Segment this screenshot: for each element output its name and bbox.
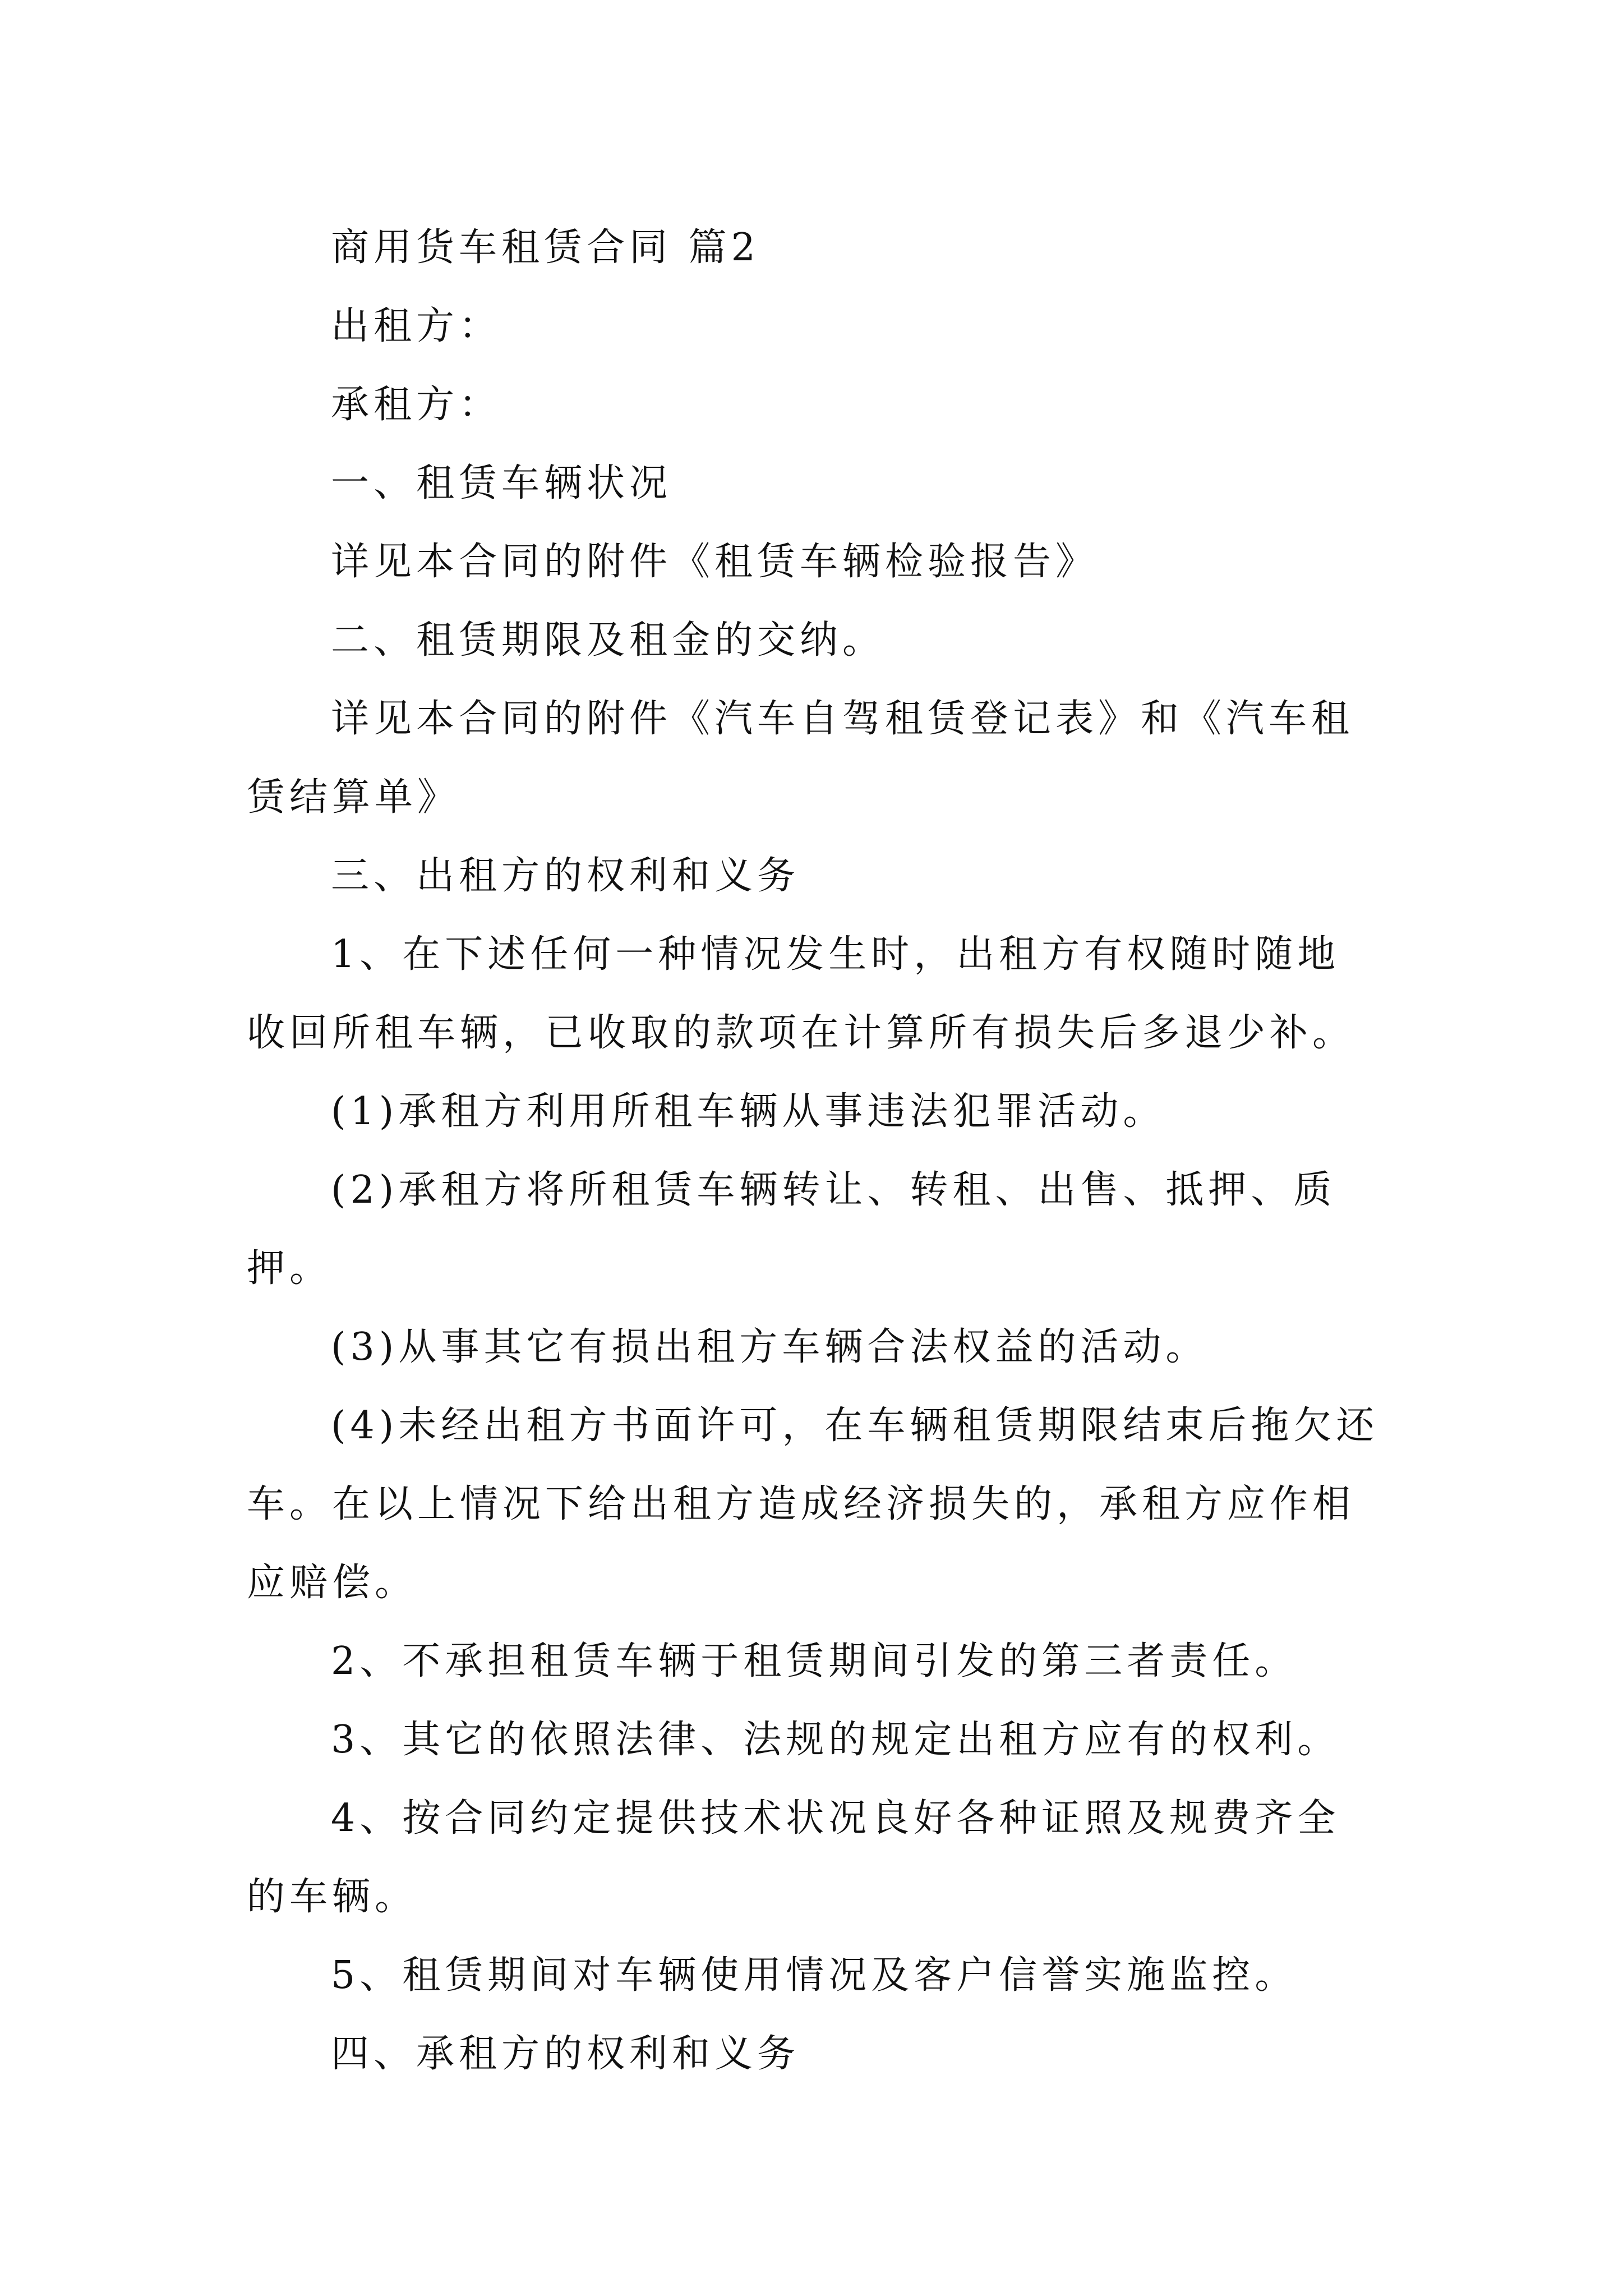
clause-item: 3、其它的依照法律、法规的规定出租方应有的权利。 [331,1718,1340,1762]
clause-item: 1、在下述任何一种情况发生时，出租方有权随时随地收回所租车辆，已收取的款项在计算所有损失后多退少补。 [247,932,1355,1055]
document-body [247,209,1380,2093]
paragraph: 详见本合同的附件《汽车自驾租赁登记表》和《汽车租赁结算单》 [247,697,1354,820]
clause-item: 2、不承担租赁车辆于租赁期间引发的第三者责任。 [331,1639,1298,1683]
lessor-line: 出租方： [331,304,502,348]
sub-clause-item: (2)承租方将所租赁车辆转让、转租、出售、抵押、质押。 [247,1168,1336,1291]
sub-clause-item: (4)未经出租方书面许可，在车辆租赁期限结束后拖欠还车。在以上情况下给出租方造成经济损失的，承租方应作相应赔偿。 [247,1404,1379,1605]
section-heading-4: 四、承租方的权利和义务 [331,2032,800,2076]
section-heading-2: 二、租赁期限及租金的交纳。 [331,618,886,662]
sub-clause-item: (1)承租方利用所租车辆从事违法犯罪活动。 [331,1089,1166,1134]
section-heading-1: 一、租赁车辆状况 [331,461,672,505]
paragraph: 详见本合同的附件《租赁车辆检验报告》 [331,540,1099,584]
lessee-line: 承租方： [331,383,502,427]
clause-item: 5、租赁期间对车辆使用情况及客户信誉实施监控。 [331,1953,1298,1998]
document-title: 商用货车租赁合同 篇2 [331,226,760,270]
clause-item: 4、按合同约定提供技术状况良好各种证照及规费齐全的车辆。 [247,1796,1340,1919]
sub-clause-item: (3)从事其它有损出租方车辆合法权益的活动。 [331,1325,1209,1369]
section-heading-3: 三、出租方的权利和义务 [331,854,800,898]
